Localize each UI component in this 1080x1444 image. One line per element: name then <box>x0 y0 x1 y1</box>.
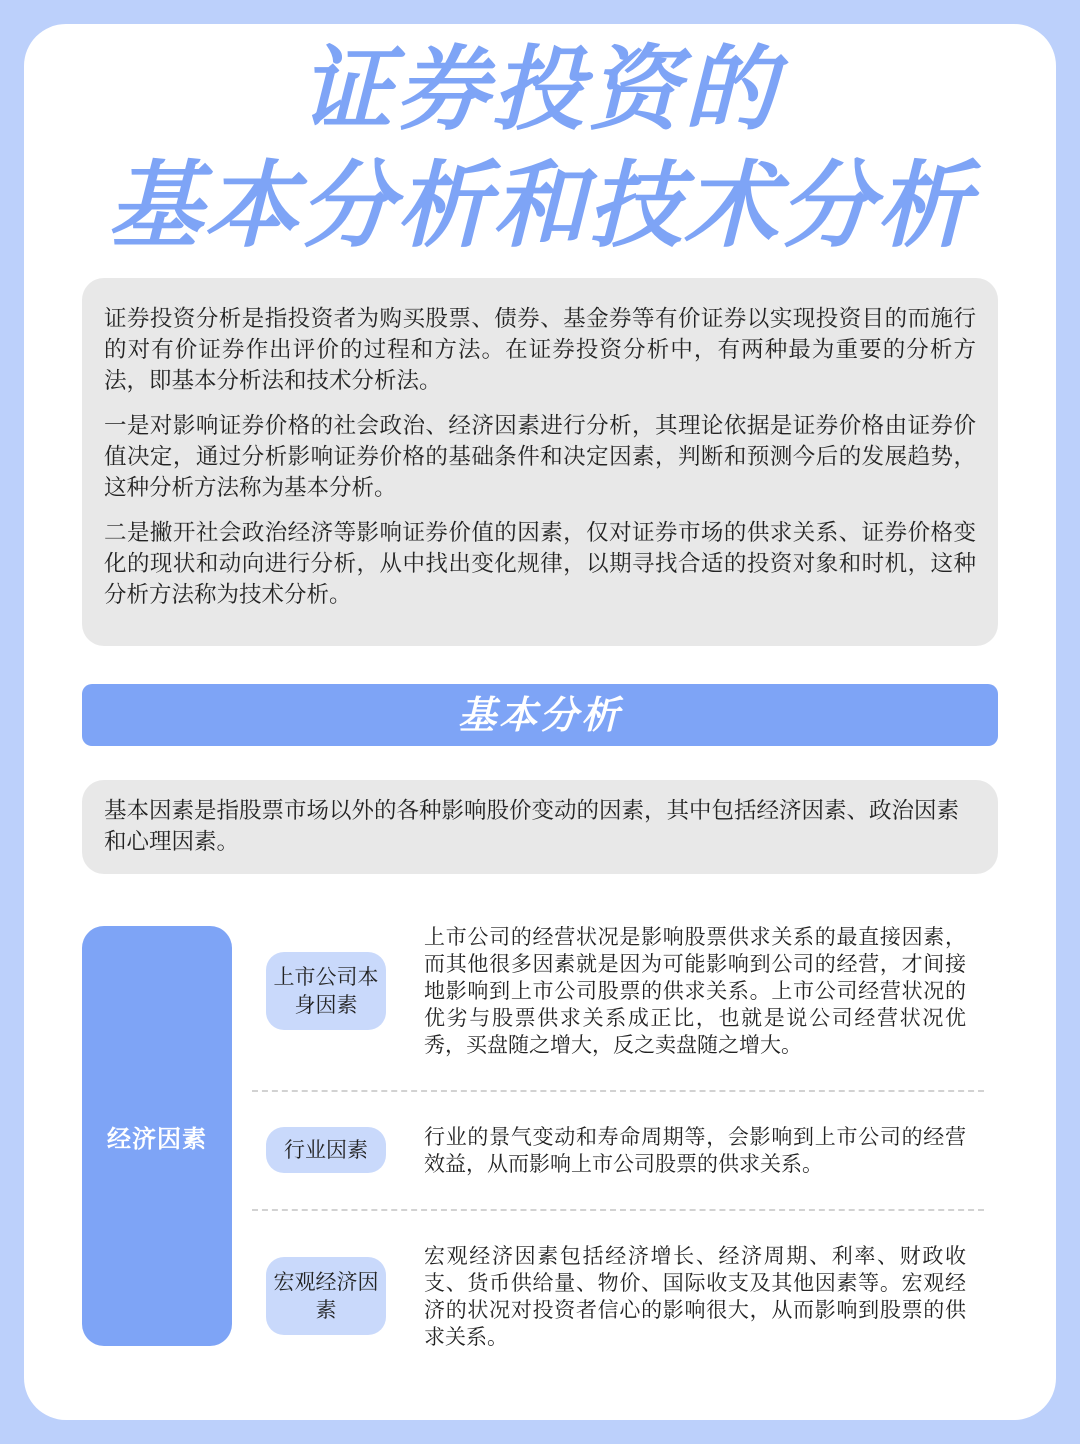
title-line-2: 基本分析和技术分析 <box>107 152 972 261</box>
divider <box>252 1090 984 1092</box>
factor-desc-macro: 宏观经济因素包括经济增长、经济周期、利率、财政收支、货币供给量、物价、国际收支及其他因素等。宏观经济的状况对投资者信心的影响很大，从而影响到股票的供求关系。 <box>424 1244 966 1349</box>
factor-pill-macro: 宏观经济因素 <box>266 1257 386 1335</box>
title-line-1: 证券投资的 <box>299 36 780 143</box>
factor-desc-industry: 行业的景气变动和寿命周期等，会影响到上市公司的经营效益，从而影响上市公司股票的供求关系。 <box>424 1125 966 1176</box>
basic-description-box <box>82 780 998 874</box>
basic-description: 基本因素是指股票市场以外的各种影响股价变动的因素，其中包括经济因素、政治因素和心理因素。 <box>104 798 960 855</box>
section-heading: 基本分析 <box>82 684 998 746</box>
intro-box <box>82 278 998 646</box>
factor-desc-company: 上市公司的经营状况是影响股票供求关系的最直接因素，而其他很多因素就是因为可能影响到公司的经营，才间接地影响到上市公司股票的供求关系。上市公司经营状况的优劣与股票供求关系成正比，也就是说公司经营状况优秀，买盘随之增大，反之卖盘随之增大。 <box>424 925 966 1057</box>
factor-pill-industry: 行业因素 <box>266 1127 386 1173</box>
divider <box>252 1209 984 1211</box>
intro-paragraph-1: 证券投资分析是指投资者为购买股票、债券、基金券等有价证券以实现投资目的而施行的对有价证券作出评价的过程和方法。在证券投资分析中，有两种最为重要的分析方法，即基本分析法和技术分析法。 <box>104 306 976 394</box>
economic-factor-label: 经济因素 <box>82 926 232 1346</box>
factor-pill-company: 上市公司本身因素 <box>266 952 386 1030</box>
intro-paragraph-3: 二是撇开社会政治经济等影响证券价值的因素，仅对证券市场的供求关系、证券价格变化的现状和动向进行分析，从中找出变化规律，以期寻找合适的投资对象和时机，这种分析方法称为技术分析。 <box>104 520 976 608</box>
intro-paragraph-2: 一是对影响证券价格的社会政治、经济因素进行分析，其理论依据是证券价格由证券价值决定，通过分析影响证券价格的基础条件和决定因素，判断和预测今后的发展趋势，这种分析方法称为基本分析。 <box>104 413 976 501</box>
